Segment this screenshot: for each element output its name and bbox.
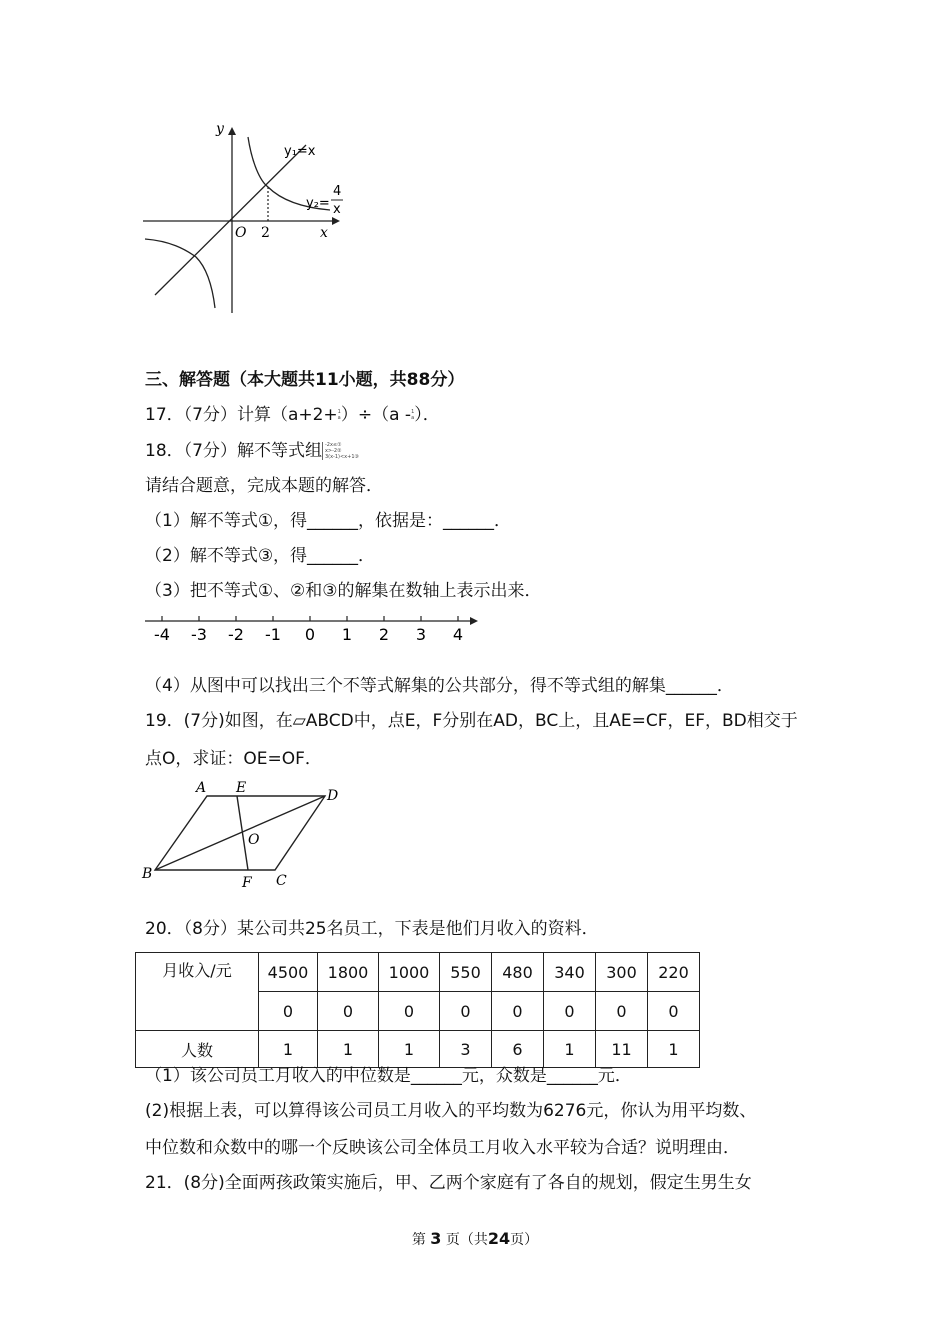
graph-y2-denominator: x bbox=[333, 202, 341, 217]
number-line-label: -4 bbox=[154, 625, 170, 644]
income-cell-bottom: 0 bbox=[492, 992, 544, 1031]
q18-prompt: 请结合题意，完成本题的解答． bbox=[145, 476, 383, 496]
label-C: C bbox=[276, 873, 287, 889]
number-line-label: -3 bbox=[191, 625, 207, 644]
number-line-label: -2 bbox=[228, 625, 244, 644]
graph-y2-label: y₂= bbox=[306, 196, 330, 211]
footer-total-pages: 24 bbox=[487, 1229, 511, 1248]
income-row bbox=[136, 953, 700, 992]
label-E: E bbox=[236, 780, 247, 796]
function-graph bbox=[140, 115, 360, 320]
q18-inequality-system bbox=[322, 442, 359, 460]
question-17 bbox=[145, 404, 440, 426]
q20-part-2-line-1: (2)根据上表，可以算得该公司员工月收入的平均数为6276元，你认为用平均数、 bbox=[145, 1101, 757, 1121]
q18-stem: 18．（7分）解不等式组 bbox=[145, 441, 322, 461]
income-cell-bottom: 0 bbox=[318, 992, 379, 1031]
graph-y2-numerator: 4 bbox=[333, 184, 342, 199]
number-line bbox=[140, 610, 485, 650]
graph-y-label: y bbox=[216, 121, 224, 137]
count-cell: 1 bbox=[648, 1031, 700, 1068]
income-cell-bottom: 0 bbox=[648, 992, 700, 1031]
section-heading: 三、解答题（本大题共11小题，共88分） bbox=[145, 370, 465, 390]
graph-origin-label: O bbox=[235, 225, 247, 241]
income-cell-bottom: 0 bbox=[596, 992, 648, 1031]
q18-part-4: （4）从图中可以找出三个不等式解集的公共部分，得不等式组的解集______． bbox=[145, 676, 734, 696]
number-line-label: 0 bbox=[304, 625, 316, 644]
income-cell-top: 550 bbox=[440, 953, 492, 992]
income-cell-top: 1800 bbox=[318, 953, 379, 992]
label-B: B bbox=[142, 866, 153, 882]
number-line-label: 1 bbox=[341, 625, 353, 644]
graph-line-y1 bbox=[155, 145, 306, 295]
number-line-label: 3 bbox=[415, 625, 427, 644]
income-cell-top: 4500 bbox=[259, 953, 318, 992]
graph-y-arrow bbox=[228, 127, 236, 135]
income-table bbox=[135, 952, 700, 1068]
footer-post: 页） bbox=[510, 1232, 539, 1248]
count-row bbox=[136, 1031, 700, 1068]
q18-ineq-2: x>-2② bbox=[324, 448, 342, 454]
q18-part-3: （3）把不等式①、②和③的解集在数轴上表示出来． bbox=[145, 581, 542, 601]
graph-y1-label: y₁=x bbox=[284, 144, 316, 159]
number-line-label: -1 bbox=[265, 625, 281, 644]
q17-text: 17．（7分）计算（a+2+ bbox=[145, 405, 338, 425]
q17-fraction-2: 1 a bbox=[411, 409, 415, 421]
q21-line-1: 21．(8分)全面两孩政策实施后，甲、乙两个家庭有了各自的规划，假定生男生女 bbox=[145, 1173, 752, 1193]
count-cell: 11 bbox=[596, 1031, 648, 1068]
graph-hyperbola-q3 bbox=[145, 239, 215, 308]
count-header-cell: 人数 bbox=[136, 1031, 259, 1068]
q20-part-1: （1）该公司员工月收入的中位数是______元，众数是______元． bbox=[145, 1066, 632, 1086]
number-line-arrow bbox=[470, 617, 478, 625]
count-cell: 1 bbox=[318, 1031, 379, 1068]
q18-ineq-1: -2x≤① bbox=[324, 442, 342, 448]
q18-part-1: （1）解不等式①，得______，依据是：______． bbox=[145, 511, 512, 531]
income-cell-bottom: 0 bbox=[544, 992, 596, 1031]
number-line-label: 4 bbox=[452, 625, 464, 644]
question-18-stem bbox=[145, 440, 359, 462]
q19-line-1: 19．(7分)如图，在▱ABCD中，点E，F分别在AD，BC上，且AE=CF，EF，BD相交于 bbox=[145, 711, 798, 731]
q17-end: ）． bbox=[414, 405, 440, 425]
number-line-label: 2 bbox=[378, 625, 390, 644]
q18-ineq-3: 3(x-1)<x+1③ bbox=[324, 454, 359, 460]
count-cell: 1 bbox=[544, 1031, 596, 1068]
count-cell: 1 bbox=[259, 1031, 318, 1068]
income-cell-top: 340 bbox=[544, 953, 596, 992]
q20-part-2-line-2: 中位数和众数中的哪一个反映该公司全体员工月收入水平较为合适？说明理由． bbox=[145, 1138, 740, 1158]
income-cell-bottom: 0 bbox=[259, 992, 318, 1031]
income-cell-bottom: 0 bbox=[379, 992, 440, 1031]
income-header-cell: 月收入/元 bbox=[136, 953, 259, 1031]
label-O: O bbox=[248, 832, 260, 848]
graph-x-arrow bbox=[332, 217, 340, 225]
q17-fraction-1: 1 a bbox=[337, 409, 341, 421]
graph-x-label: x bbox=[320, 225, 328, 241]
footer-page-number: 3 bbox=[430, 1229, 442, 1248]
count-cell: 3 bbox=[440, 1031, 492, 1068]
label-D: D bbox=[327, 788, 339, 804]
income-cell-top: 300 bbox=[596, 953, 648, 992]
q17-mid: ）÷（a - bbox=[340, 405, 412, 425]
count-cell: 6 bbox=[492, 1031, 544, 1068]
income-cell-top: 1000 bbox=[379, 953, 440, 992]
income-cell-top: 480 bbox=[492, 953, 544, 992]
page-footer bbox=[0, 1229, 950, 1249]
q20-stem: 20．（8分）某公司共25名员工，下表是他们月收入的资料． bbox=[145, 919, 599, 939]
income-cell-top: 220 bbox=[648, 953, 700, 992]
q18-part-2: （2）解不等式③，得______． bbox=[145, 546, 376, 566]
parallelogram-figure bbox=[140, 778, 350, 890]
label-F: F bbox=[242, 875, 252, 890]
graph-tick-2: 2 bbox=[261, 225, 270, 241]
income-cell-bottom: 0 bbox=[440, 992, 492, 1031]
q19-line-2: 点O，求证：OE=OF． bbox=[145, 749, 322, 769]
footer-mid: 页（共 bbox=[445, 1232, 488, 1248]
footer-pre: 第 bbox=[411, 1232, 426, 1248]
label-A: A bbox=[196, 780, 207, 796]
count-cell: 1 bbox=[379, 1031, 440, 1068]
